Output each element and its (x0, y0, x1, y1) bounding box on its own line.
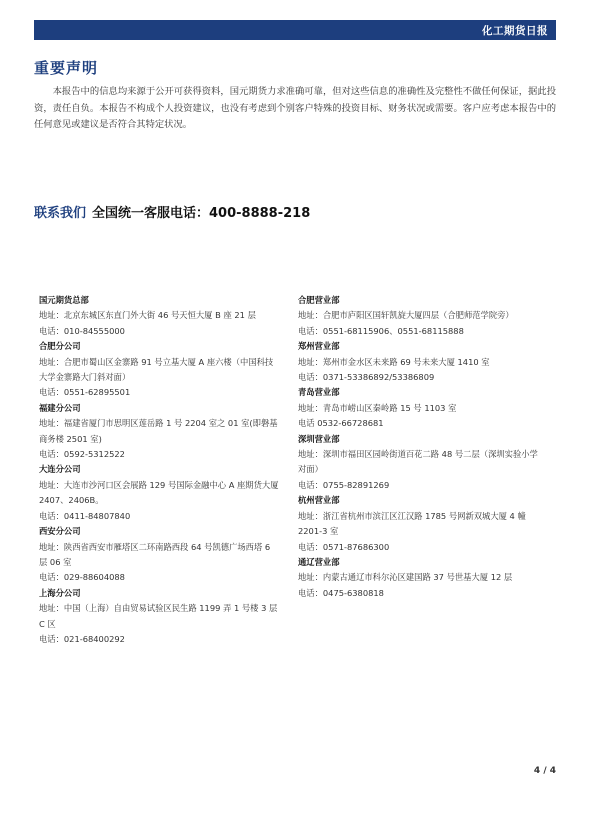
office-phone: 电话：0411-84807840 (39, 510, 131, 521)
office-address: 地址：合肥市蜀山区金寨路 91 号立基大厦 A 座六楼（中国科技大学金寨路大门斜对面） (39, 356, 274, 383)
office-address: 地址：内蒙古通辽市科尔沁区建国路 37 号世基大厦 12 层 (298, 572, 513, 583)
office-name: 合肥营业部 (298, 295, 340, 305)
office-item (298, 555, 538, 601)
office-phone: 电话：0755-82891269 (298, 479, 390, 490)
office-name: 郑州营业部 (298, 341, 340, 352)
office-item (298, 339, 538, 385)
office-address: 地址：北京东城区东直门外大街 46 号天恒大厦 B 座 21 层 (39, 310, 256, 321)
office-item (39, 524, 279, 586)
office-name: 国元期货总部 (39, 295, 89, 305)
office-item (298, 432, 538, 494)
header-bar (34, 20, 556, 40)
office-name: 合肥分公司 (39, 341, 81, 352)
office-name: 通辽营业部 (298, 556, 340, 567)
office-address: 地址：大连市沙河口区会展路 129 号国际金融中心 A 座期货大厦 2407、2406B。 (39, 479, 279, 506)
office-address: 地址：中国（上海）自由贸易试验区民生路 1199 弄 1 号楼 3 层 C 区 (39, 603, 278, 629)
office-item (298, 293, 538, 339)
office-phone: 电话：021-68400292 (39, 633, 125, 644)
office-phone: 电话：0475-6380818 (298, 587, 384, 598)
office-address: 地址：陕西省西安市雁塔区二环南路西段 64 号凯德广场西塔 6 层 06 室 (39, 541, 271, 567)
contact-label: 联系我们 (34, 206, 87, 221)
office-address: 地址：郑州市金水区未来路 69 号未来大厦 1410 室 (298, 356, 490, 367)
office-item (39, 586, 279, 648)
office-phone: 电话 0532-66728681 (298, 418, 384, 429)
office-name: 青岛营业部 (298, 387, 340, 398)
office-phone: 电话：0592-5312522 (39, 449, 125, 460)
office-address: 地址：青岛市崂山区秦岭路 15 号 1103 室 (298, 402, 457, 413)
office-phone: 电话：010-84555000 (39, 325, 125, 336)
office-address: 地址：浙江省杭州市滨江区江汉路 1785 号网新双城大厦 4 幢 2201-3 室 (298, 510, 526, 537)
declaration-body: 本报告中的信息均来源于公开可获得资料，国元期货力求准确可靠，但对这些信息的准确性及完整性不做任何保证，据此投资，责任自负。本报告不构成个人投资建议，也没有考虑到个别客户特殊的投资目标、财务状况或需要。客户应考虑本报告中的任何意见或建议是否符合其特定状况。 (34, 86, 556, 130)
office-phone: 电话：0371-53386892/53386809 (298, 372, 435, 383)
office-item (39, 462, 279, 524)
office-item (298, 493, 538, 555)
office-name: 西安分公司 (39, 526, 81, 537)
page-number: 4 / 4 (533, 766, 556, 776)
office-address: 地址：福建省厦门市思明区莲岳路 1 号 2204 室之 01 室(即磐基商务楼 2501 室) (39, 418, 278, 444)
office-phone: 电话：0551-62895501 (39, 387, 131, 398)
office-name: 深圳营业部 (298, 433, 340, 444)
office-phone: 电话：0551-68115906、0551-68115888 (298, 325, 464, 336)
office-item (39, 339, 279, 401)
report-title: 化工期货日报 (482, 25, 548, 37)
office-name: 大连分公司 (39, 464, 81, 475)
contact-section (34, 202, 310, 221)
contact-hotline: 全国统一客服电话：400-8888-218 (92, 206, 311, 221)
office-item (39, 293, 279, 339)
office-phone: 电话：029-88604088 (39, 572, 125, 583)
declaration-title: 重要声明 (34, 59, 99, 77)
office-name: 上海分公司 (39, 587, 81, 598)
office-name: 杭州营业部 (298, 495, 340, 506)
office-phone: 电话：0571-87686300 (298, 541, 390, 552)
offices-right-column (298, 293, 538, 601)
offices-left-column (39, 293, 279, 647)
office-address: 地址：深圳市福田区园岭街道百花二路 48 号二层（深圳实验小学对面） (298, 449, 538, 475)
office-item (298, 385, 538, 431)
office-name: 福建分公司 (39, 402, 81, 413)
office-address: 地址：合肥市庐阳区国轩凯旋大厦四层（合肥师范学院旁） (298, 310, 514, 321)
office-item (39, 401, 279, 463)
